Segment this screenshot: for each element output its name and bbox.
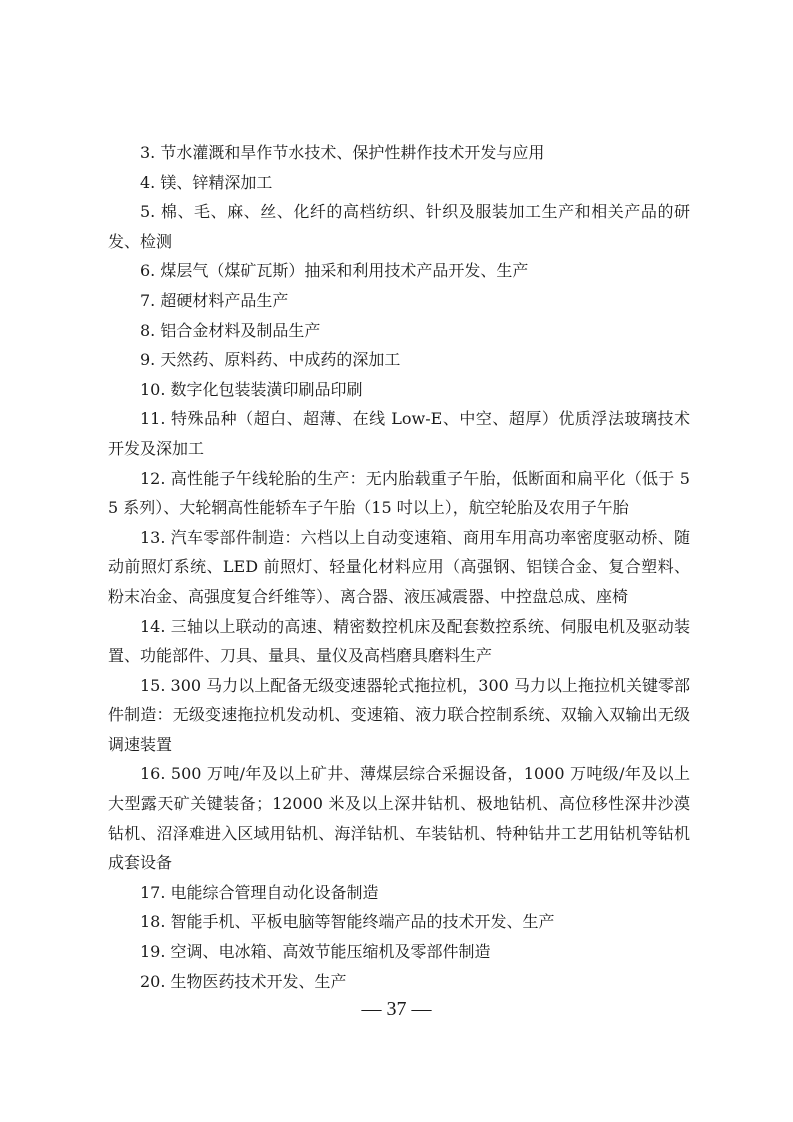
list-item: 18. 智能手机、平板电脑等智能终端产品的技术开发、生产 — [140, 912, 555, 932]
list-item: 5. 棉、毛、麻、丝、化纤的高档纺织、针织及服装加工生产和相关产品的研发、检测 — [108, 202, 690, 251]
list-item: 20. 生物医药技术开发、生产 — [140, 971, 347, 991]
list-item: 17. 电能综合管理自动化设备制造 — [140, 882, 379, 902]
list-item: 7. 超硬材料产品生产 — [140, 290, 289, 310]
list-item: 9. 天然药、原料药、中成药的深加工 — [140, 350, 401, 370]
list-item: 15. 300 马力以上配备无级变速器轮式拖拉机，300 马力以上拖拉机关键零部件制造：无级变速拖拉机发动机、变速箱、液力联合控制系统、双输入双输出无级调速装置 — [108, 675, 690, 754]
list-item: 6. 煤层气（煤矿瓦斯）抽采和利用技术产品开发、生产 — [140, 261, 529, 281]
list-item: 10. 数字化包装装潢印刷品印刷 — [140, 379, 363, 399]
list-item: 13. 汽车零部件制造：六档以上自动变速箱、商用车用高功率密度驱动桥、随动前照灯系统、LED 前照灯、轻量化材料应用（高强钢、铝镁合金、复合塑料、粉末冶金、高强度复合纤维等）、离合器、液压减震器、中控盘总成、座椅 — [108, 527, 690, 606]
list-item: 14. 三轴以上联动的高速、精密数控机床及配套数控系统、伺服电机及驱动装置、功能部件、刀具、量具、量仪及高档磨具磨料生产 — [108, 616, 690, 666]
list-item: 16. 500 万吨/年及以上矿井、薄煤层综合采掘设备，1000 万吨级/年及以上大型露天矿关键装备；12000 米及以上深井钻机、极地钻机、高位移性深井沙漠钻机、沼泽难进入区域用钻机、海洋钻机、车装钻机、特种钻井工艺用钻机等钻机成套设备 — [108, 764, 690, 873]
list-item: 12. 高性能子午线轮胎的生产：无内胎载重子午胎，低断面和扁平化（低于 55 系列）、大轮辋高性能轿车子午胎（15 吋以上），航空轮胎及农用子午胎 — [108, 468, 690, 518]
item-list — [108, 138, 690, 996]
list-item: 11. 特殊品种（超白、超薄、在线 Low-E、中空、超厚）优质浮法玻璃技术开发及深加工 — [108, 409, 690, 458]
page-number: — 37 — — [361, 998, 432, 1020]
list-item: 8. 铝合金材料及制品生产 — [140, 320, 321, 340]
list-item: 19. 空调、电冰箱、高效节能压缩机及零部件制造 — [140, 942, 491, 962]
list-item: 4. 镁、锌精深加工 — [140, 172, 273, 192]
list-item: 3. 节水灌溉和旱作节水技术、保护性耕作技术开发与应用 — [140, 143, 545, 162]
